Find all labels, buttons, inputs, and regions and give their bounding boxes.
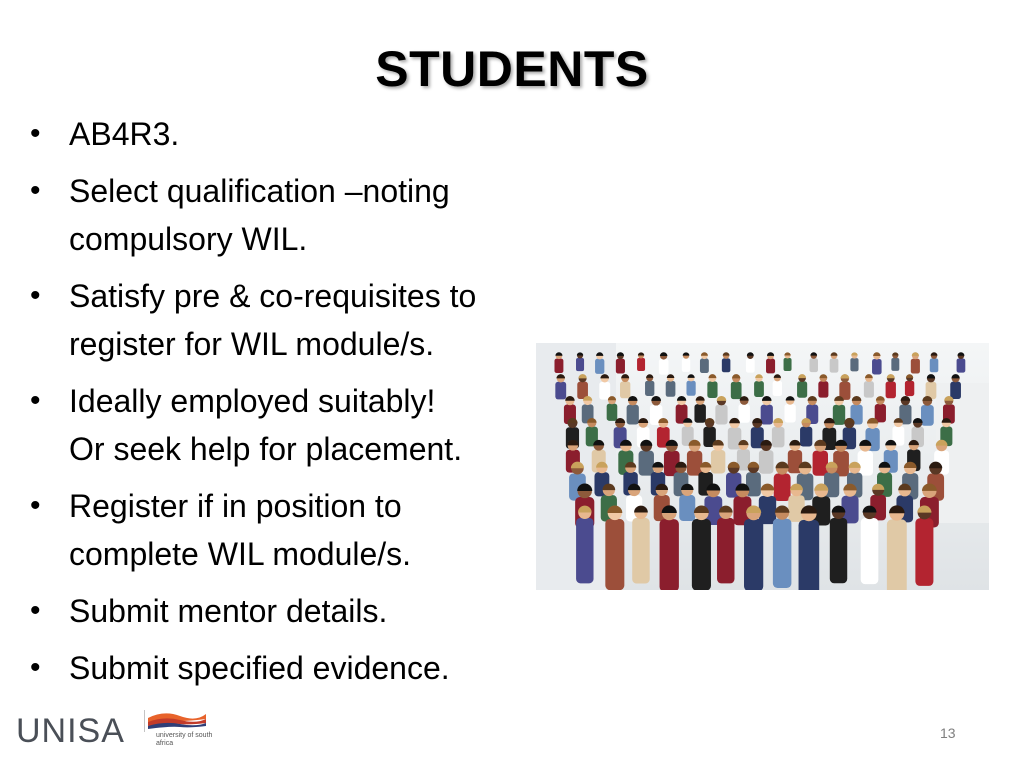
- bullet-list: [30, 110, 550, 701]
- bullet-text: compulsory WIL.: [69, 221, 308, 257]
- bullet-text: register for WIL module/s.: [69, 326, 435, 362]
- bullet-icon: •: [30, 384, 41, 417]
- group-photo: [536, 343, 989, 590]
- bullet-text: complete WIL module/s.: [69, 536, 412, 572]
- bullet-item: [30, 377, 550, 473]
- flag-icon: [144, 708, 206, 732]
- bullet-item: [30, 482, 550, 578]
- bullet-item: [30, 587, 550, 635]
- logo-subtext: university of south africa: [156, 732, 213, 747]
- bullet-text: Ideally employed suitably!: [69, 383, 436, 419]
- slide-title: STUDENTS: [375, 41, 649, 97]
- bullet-text: AB4R3.: [69, 116, 180, 152]
- bullet-text: Register if in position to: [69, 488, 402, 524]
- bullet-icon: •: [30, 279, 41, 312]
- bullet-icon: •: [30, 651, 41, 684]
- page-number: 13: [940, 725, 956, 741]
- bullet-item: [30, 272, 550, 368]
- bullet-icon: •: [30, 174, 41, 207]
- bullet-text: Satisfy pre & co-requisites to: [69, 278, 477, 314]
- bullet-icon: •: [30, 117, 41, 150]
- bullet-item: [30, 110, 550, 158]
- logo-wordmark: UNISA: [16, 712, 125, 750]
- bullet-item: [30, 644, 550, 692]
- unisa-logo: [16, 706, 216, 756]
- bullet-text: Submit mentor details.: [69, 593, 388, 629]
- bullet-text: Or seek help for placement.: [69, 431, 463, 467]
- bullet-text: Submit specified evidence.: [69, 650, 450, 686]
- bullet-text: Select qualification –noting: [69, 173, 450, 209]
- bullet-icon: •: [30, 594, 41, 627]
- bullet-icon: •: [30, 489, 41, 522]
- group-photo-icon: [536, 343, 989, 590]
- bullet-item: [30, 167, 550, 263]
